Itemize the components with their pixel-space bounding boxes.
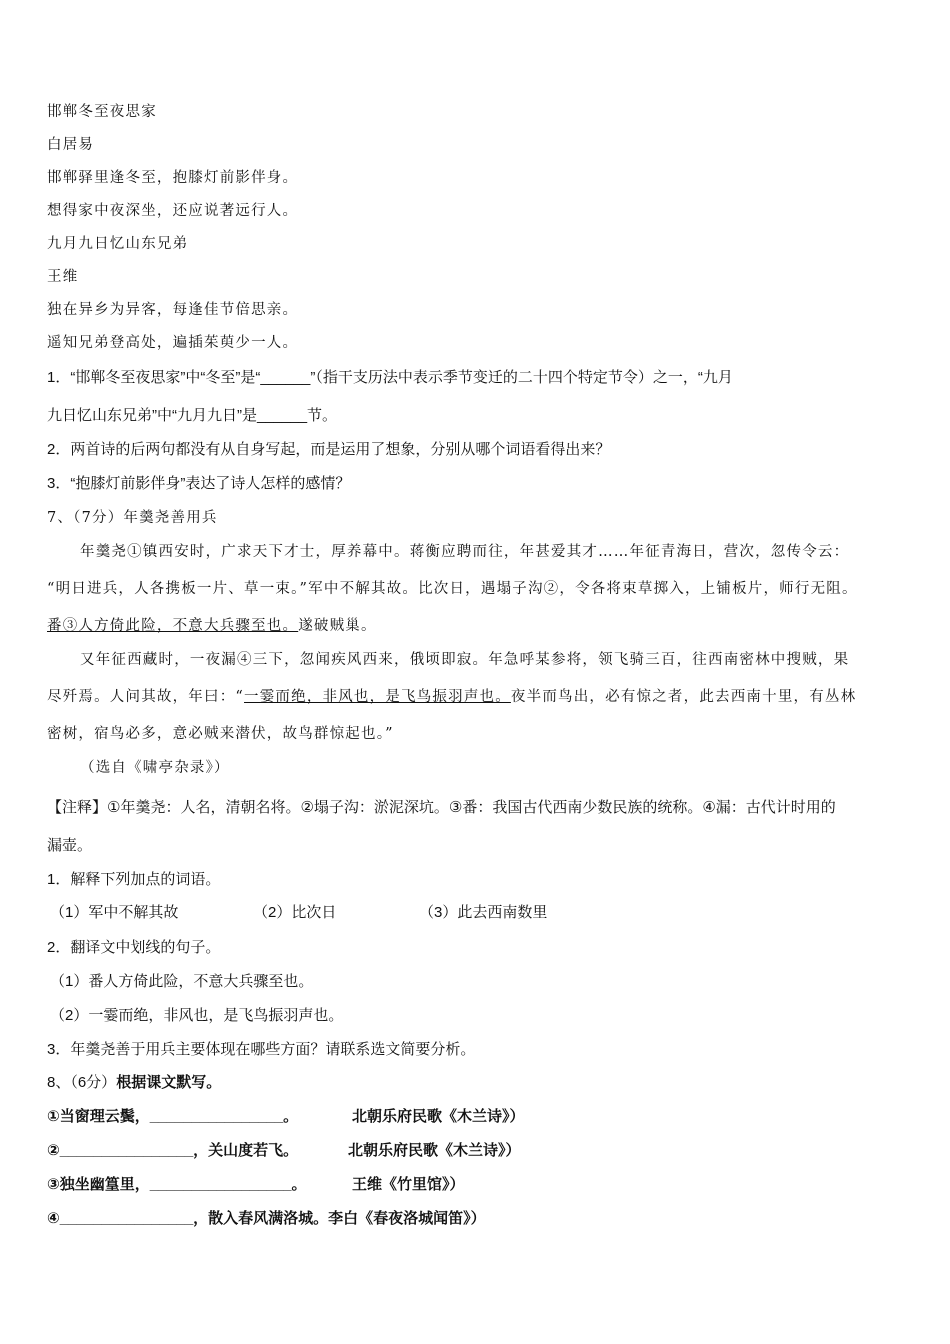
q8-header-num: 8、（6分）	[47, 1074, 117, 1091]
q7-underlined-sentence-1: 番③人方倚此险，不意大兵骤至也。	[47, 618, 299, 634]
q7-notes-line-1: 【注释】①年羹尧：人名，清朝名将。②塌子沟：淤泥深坑。③番：我国古代西南少数民族的统称。④漏：古代计时用的	[47, 799, 836, 816]
q8-line-3	[47, 1175, 910, 1195]
q7-notes-line-2: 漏壶。	[47, 837, 93, 854]
q6-question-3: 3．“抱膝灯前影伴身”表达了诗人怎样的感情？	[47, 475, 351, 492]
q7-question-2-item-1: （1）番人方倚此险，不意大兵骤至也。	[50, 973, 314, 990]
q7-para2-line-2-rest: 夜半而鸟出，必有惊之者，此去西南十里，有丛林	[510, 689, 857, 705]
q7-question-3: 3．年羹尧善于用兵主要体现在哪些方面？请联系选文简要分析。	[47, 1041, 476, 1058]
q7-question-1-items	[50, 903, 910, 923]
q8-line-3-text: ③独坐幽篁里，_________________。	[47, 1176, 307, 1193]
q8-header	[47, 1073, 910, 1093]
q6-question-1-line-1: 1．“邯郸冬至夜思家”中“冬至”是“______”（指干支历法中表示季节变迁的二十四个特定节令）之一，“九月	[47, 369, 733, 386]
q8-line-1	[47, 1107, 910, 1127]
poem2-line-1: 独在异乡为异客，每逢佳节倍思亲。	[47, 302, 299, 318]
q7-underlined-sentence-2: 一霎而绝，非风也，是飞鸟振羽声也。	[244, 689, 511, 705]
q7-q1-item-3: （3）此去西南数里	[419, 904, 548, 921]
q7-q1-item-2: （2）比次日	[253, 904, 337, 921]
q7-para1-line-1: 年羹尧①镇西安时，广求天下才士，厚养幕中。蒋衡应聘而往，年甚爱其才……年征青海日，营次，忽传令云：	[80, 544, 850, 560]
q7-para2-line-1: 又年征西藏时，一夜漏④三下，忽闻疾风西来，俄顷即寂。年急呼某参将，领飞骑三百，往西南密林中搜贼，果	[80, 652, 850, 668]
q7-para1-line-3-rest: 遂破贼巢。	[298, 618, 377, 634]
q8-line-2	[47, 1141, 910, 1161]
poem1-line-2: 想得家中夜深坐，还应说著远行人。	[47, 203, 299, 219]
q7-question-2-item-2: （2）一霎而绝，非风也，是飞鸟振羽声也。	[50, 1007, 344, 1024]
q7-para1-line-3	[47, 616, 910, 636]
q8-line-1-text: ①当窗理云鬓，________________。	[47, 1108, 299, 1125]
q6-question-1-line-2: 九日忆山东兄弟”中“九月九日”是______节。	[47, 407, 338, 424]
q7-para2-line-2-pre: 尽歼焉。人问其故，年曰：“	[47, 689, 245, 705]
q7-para1-line-2: “明日进兵，人各携板一片、草一束。”军中不解其故。比次日，遇塌子沟②，令各将束草掷入，上铺板片，师行无阻。	[47, 581, 858, 597]
poem1-line-1: 邯郸驿里逢冬至，抱膝灯前影伴身。	[47, 170, 299, 186]
poem1-title: 邯郸冬至夜思家	[47, 104, 157, 120]
poem2-line-2: 遥知兄弟登高处，遍插茱萸少一人。	[47, 335, 299, 351]
poem2-title: 九月九日忆山东兄弟	[47, 236, 189, 252]
q6-question-2: 2．两首诗的后两句都没有从自身写起，而是运用了想象，分别从哪个词语看得出来？	[47, 441, 611, 458]
poem2-author: 王维	[47, 269, 79, 285]
q7-q1-item-1: （1）军中不解其故	[50, 904, 179, 921]
q7-question-1: 1．解释下列加点的词语。	[47, 871, 221, 888]
q8-line-3-source: 王维《竹里馆》）	[352, 1176, 465, 1193]
q8-line-2-source: 北朝乐府民歌《木兰诗》）	[348, 1142, 521, 1159]
q7-question-2: 2．翻译文中划线的句子。	[47, 939, 221, 956]
q8-header-instruction: 根据课文默写。	[116, 1074, 222, 1091]
q8-line-4: ④________________，散入春风满洛城。李白《春夜洛城闻笛》）	[47, 1210, 486, 1227]
q7-para2-line-2	[47, 687, 910, 707]
q7-para2-line-3: 密树，宿鸟必多，意必贼来潜伏，故鸟群惊起也。”	[47, 726, 394, 742]
poem1-author: 白居易	[47, 137, 95, 153]
q7-header: 7、（7分）年羹尧善用兵	[47, 510, 218, 526]
q7-source: （选自《啸亭杂录》）	[80, 760, 230, 776]
q8-line-2-text: ②________________，关山度若飞。	[47, 1142, 299, 1159]
q8-line-1-source: 北朝乐府民歌《木兰诗》）	[352, 1108, 525, 1125]
